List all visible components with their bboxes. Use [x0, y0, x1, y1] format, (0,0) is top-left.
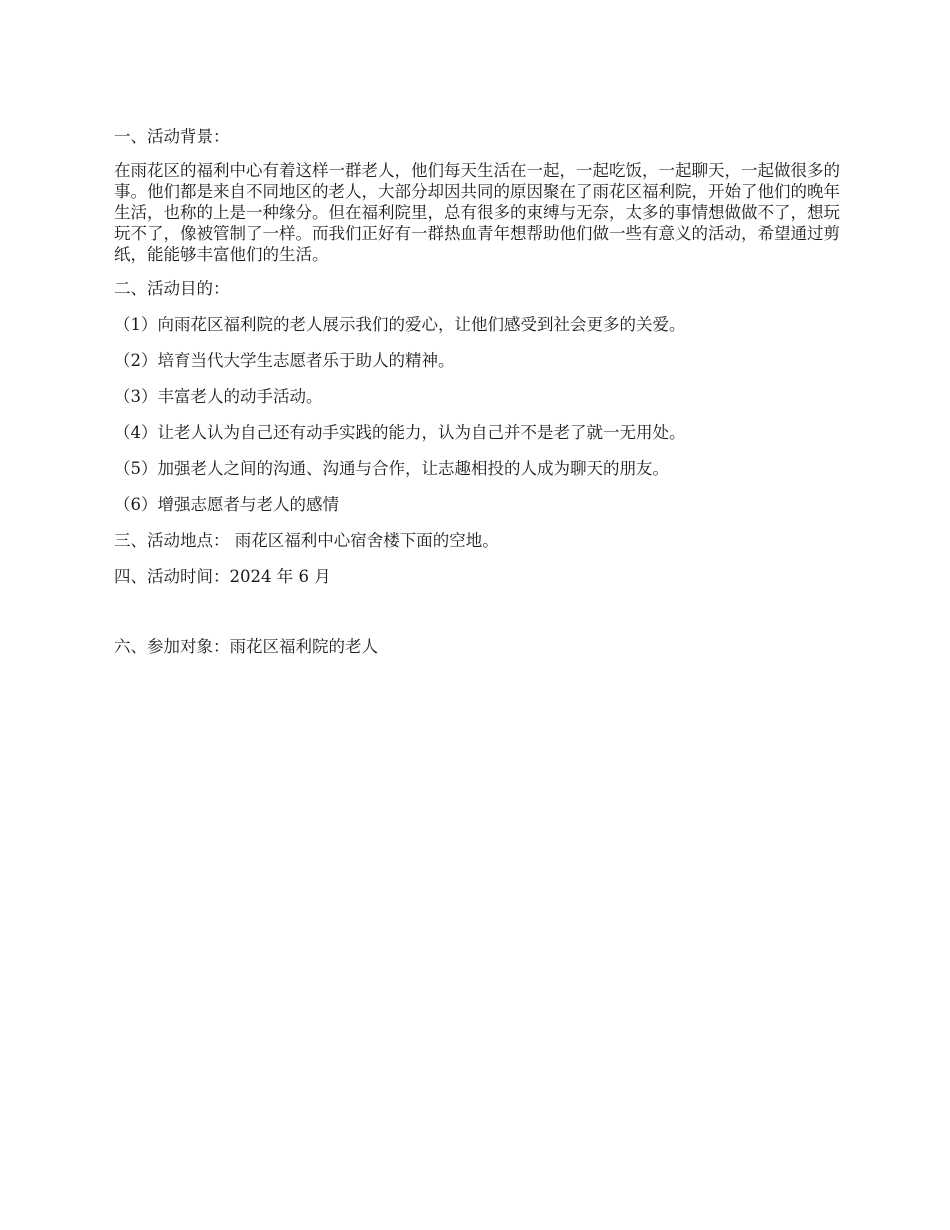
document-body [114, 124, 840, 670]
purpose-heading: 二、活动目的： [114, 279, 230, 298]
purpose-item-3: （3）丰富老人的动手活动。 [114, 387, 323, 406]
time-line: 四、活动时间：2024 年 6 月 [114, 567, 331, 586]
participants-line: 六、参加对象：雨花区福利院的老人 [114, 637, 378, 656]
purpose-item-6: （6）增强志愿者与老人的感情 [114, 495, 339, 514]
background-paragraph: 在雨花区的福利中心有着这样一群老人，他们每天生活在一起，一起吃饭，一起聊天，一起做很多的事。他们都是来自不同地区的老人，大部分却因共同的原因聚在了雨花区福利院，开始了他们的晚年生活，也称的上是一种缘分。但在福利院里，总有很多的束缚与无奈，太多的事情想做做不了，想玩玩不了，像被管制了一样。而我们正好有一群热血青年想帮助他们做一些有意义的活动，希望通过剪纸，能能够丰富他们的生活。 [114, 161, 840, 264]
purpose-item-4: （4）让老人认为自己还有动手实践的能力，认为自己并不是老了就一无用处。 [114, 423, 686, 442]
purpose-item-5: （5）加强老人之间的沟通、沟通与合作，让志趣相投的人成为聊天的朋友。 [114, 459, 669, 478]
purpose-item-2: （2）培育当代大学生志愿者乐于助人的精神。 [114, 351, 455, 370]
purpose-item-1: （1）向雨花区福利院的老人展示我们的爱心，让他们感受到社会更多的关爱。 [114, 315, 686, 334]
purpose-list [114, 312, 840, 518]
background-heading: 一、活动背景： [114, 127, 230, 146]
blank-gap [114, 600, 840, 634]
location-line: 三、活动地点： 雨花区福利中心宿舍楼下面的空地。 [114, 531, 499, 550]
